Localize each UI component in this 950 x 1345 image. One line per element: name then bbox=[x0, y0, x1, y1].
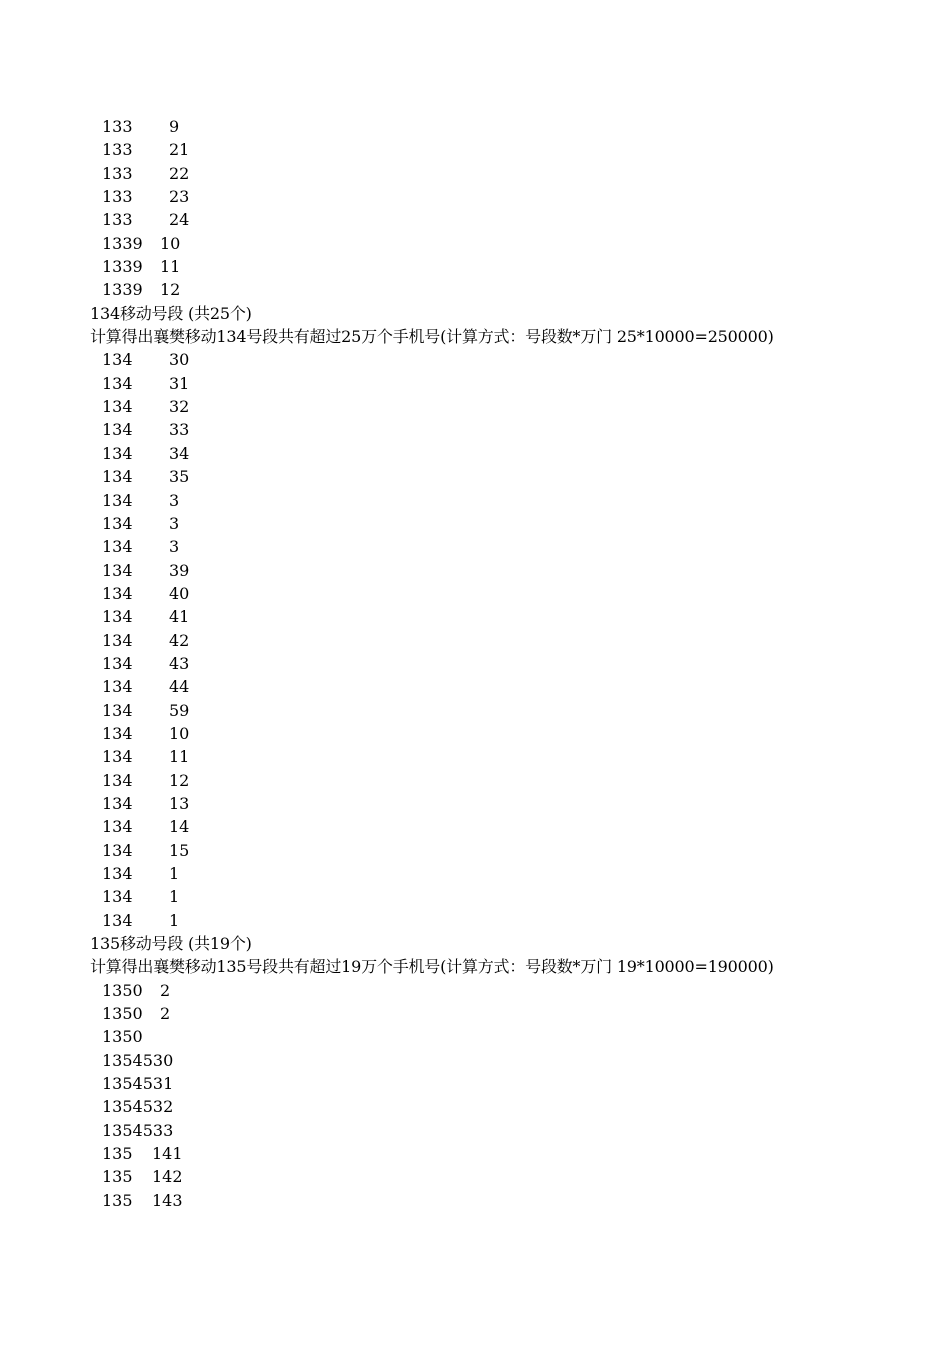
number-suffix: 9 bbox=[169, 117, 180, 136]
number-suffix: 32 bbox=[169, 397, 190, 417]
number-row bbox=[0, 1119, 950, 1142]
number-prefix: 134 bbox=[102, 560, 133, 580]
number-row bbox=[0, 815, 950, 838]
number-prefix: 134 bbox=[102, 653, 133, 673]
number-prefix: 134 bbox=[102, 864, 133, 883]
number-suffix: 2 bbox=[160, 1004, 171, 1024]
number-row bbox=[0, 418, 950, 441]
number-suffix: 12 bbox=[169, 770, 190, 790]
number-suffix: 3 bbox=[169, 490, 180, 510]
section-title: 134移动号段 (共25个) bbox=[90, 303, 252, 323]
number-prefix: 134 bbox=[102, 747, 133, 767]
number-row bbox=[0, 862, 950, 885]
number-row bbox=[0, 1095, 950, 1118]
number-suffix: 142 bbox=[152, 1167, 183, 1187]
number-prefix: 134 bbox=[102, 677, 133, 697]
number-row bbox=[0, 1049, 950, 1072]
number-prefix: 134 bbox=[102, 467, 133, 487]
number-prefix: 133 bbox=[102, 117, 133, 136]
number-suffix: 1 bbox=[169, 864, 180, 883]
number-row bbox=[0, 1002, 950, 1025]
number-prefix: 1354533 bbox=[102, 1120, 174, 1140]
number-prefix: 1350 bbox=[102, 1004, 143, 1024]
number-row bbox=[0, 652, 950, 675]
number-prefix: 134 bbox=[102, 513, 133, 533]
number-suffix: 1 bbox=[169, 910, 180, 930]
number-row bbox=[0, 255, 950, 278]
number-suffix: 141 bbox=[152, 1144, 183, 1164]
number-row bbox=[0, 1165, 950, 1188]
number-suffix: 43 bbox=[169, 653, 190, 673]
number-row bbox=[0, 1025, 950, 1048]
number-suffix: 11 bbox=[160, 257, 181, 277]
number-suffix: 2 bbox=[160, 980, 171, 1000]
number-suffix: 3 bbox=[169, 537, 180, 557]
number-prefix: 134 bbox=[102, 910, 133, 930]
number-suffix: 39 bbox=[169, 560, 190, 580]
number-prefix: 1350 bbox=[102, 980, 143, 1000]
number-prefix: 134 bbox=[102, 373, 133, 393]
number-suffix: 30 bbox=[169, 350, 190, 370]
number-row bbox=[0, 465, 950, 488]
section-summary: 计算得出襄樊移动135号段共有超过19万个手机号(计算方式：号段数*万门 19*10000=190000) bbox=[90, 957, 774, 977]
number-row bbox=[0, 699, 950, 722]
number-row bbox=[0, 675, 950, 698]
number-prefix: 134 bbox=[102, 420, 133, 440]
number-suffix: 33 bbox=[169, 420, 190, 440]
number-suffix: 23 bbox=[169, 187, 190, 207]
number-row bbox=[0, 395, 950, 418]
number-prefix: 134 bbox=[102, 793, 133, 813]
number-prefix: 134 bbox=[102, 583, 133, 603]
number-row bbox=[0, 115, 950, 138]
number-suffix: 34 bbox=[169, 443, 190, 463]
number-prefix: 134 bbox=[102, 700, 133, 720]
number-row bbox=[0, 559, 950, 582]
number-prefix: 135 bbox=[102, 1167, 133, 1187]
number-prefix: 134 bbox=[102, 397, 133, 417]
number-prefix: 134 bbox=[102, 630, 133, 650]
number-row bbox=[0, 232, 950, 255]
number-row bbox=[0, 489, 950, 512]
number-row bbox=[0, 792, 950, 815]
number-prefix: 133 bbox=[102, 163, 133, 183]
number-suffix: 1 bbox=[169, 887, 180, 907]
number-suffix: 31 bbox=[169, 373, 190, 393]
number-prefix: 1339 bbox=[102, 257, 143, 277]
number-suffix: 10 bbox=[160, 233, 181, 253]
number-row bbox=[0, 185, 950, 208]
number-prefix: 134 bbox=[102, 723, 133, 743]
number-prefix: 1354530 bbox=[102, 1050, 174, 1070]
number-suffix: 24 bbox=[169, 210, 190, 230]
number-prefix: 133 bbox=[102, 187, 133, 207]
number-prefix: 1339 bbox=[102, 233, 143, 253]
number-prefix: 133 bbox=[102, 140, 133, 160]
number-row bbox=[0, 208, 950, 231]
number-suffix: 15 bbox=[169, 840, 190, 860]
number-suffix: 35 bbox=[169, 467, 190, 487]
number-prefix: 134 bbox=[102, 817, 133, 837]
number-suffix: 11 bbox=[169, 747, 190, 767]
number-row bbox=[0, 1072, 950, 1095]
number-prefix: 134 bbox=[102, 350, 133, 370]
number-prefix: 134 bbox=[102, 443, 133, 463]
number-prefix: 1354532 bbox=[102, 1097, 174, 1117]
number-suffix: 40 bbox=[169, 583, 190, 603]
number-row bbox=[0, 769, 950, 792]
number-suffix: 13 bbox=[169, 793, 190, 813]
number-row bbox=[0, 745, 950, 768]
number-row bbox=[0, 722, 950, 745]
number-suffix: 42 bbox=[169, 630, 190, 650]
document-page bbox=[0, 115, 950, 1212]
number-prefix: 134 bbox=[102, 537, 133, 557]
number-row bbox=[0, 442, 950, 465]
number-prefix: 134 bbox=[102, 770, 133, 790]
number-row bbox=[0, 162, 950, 185]
number-suffix: 22 bbox=[169, 163, 190, 183]
number-prefix: 1354531 bbox=[102, 1074, 174, 1094]
number-row bbox=[0, 1189, 950, 1212]
number-prefix: 134 bbox=[102, 490, 133, 510]
number-prefix: 134 bbox=[102, 607, 133, 627]
number-suffix: 12 bbox=[160, 280, 181, 300]
number-row bbox=[0, 885, 950, 908]
number-row bbox=[0, 348, 950, 371]
number-suffix: 143 bbox=[152, 1190, 183, 1210]
number-suffix: 10 bbox=[169, 723, 190, 743]
number-suffix: 44 bbox=[169, 677, 190, 697]
number-row bbox=[0, 535, 950, 558]
number-prefix: 1339 bbox=[102, 280, 143, 300]
number-suffix: 3 bbox=[169, 513, 180, 533]
number-row bbox=[0, 605, 950, 628]
number-row bbox=[0, 839, 950, 862]
number-row bbox=[0, 1142, 950, 1165]
section-summary: 计算得出襄樊移动134号段共有超过25万个手机号(计算方式：号段数*万门 25*10000=250000) bbox=[90, 327, 774, 347]
number-prefix: 135 bbox=[102, 1144, 133, 1164]
number-suffix: 41 bbox=[169, 607, 190, 627]
number-prefix: 134 bbox=[102, 840, 133, 860]
number-row bbox=[0, 582, 950, 605]
number-row bbox=[0, 138, 950, 161]
number-row bbox=[0, 512, 950, 535]
number-row bbox=[0, 909, 950, 932]
number-prefix: 1350 bbox=[102, 1027, 143, 1047]
number-suffix: 21 bbox=[169, 140, 190, 160]
number-row bbox=[0, 629, 950, 652]
number-suffix: 59 bbox=[169, 700, 190, 720]
number-prefix: 134 bbox=[102, 887, 133, 907]
number-row bbox=[0, 372, 950, 395]
number-row bbox=[0, 278, 950, 301]
section-title: 135移动号段 (共19个) bbox=[90, 934, 252, 954]
number-prefix: 133 bbox=[102, 210, 133, 230]
number-suffix: 14 bbox=[169, 817, 190, 837]
number-row bbox=[0, 979, 950, 1002]
number-prefix: 135 bbox=[102, 1190, 133, 1210]
